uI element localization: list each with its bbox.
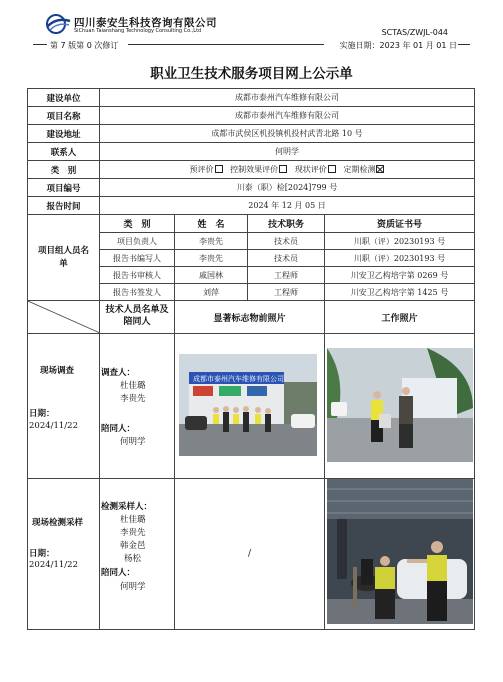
survey-section — [28, 334, 100, 479]
team-cert: 川安卫乙构培字第 0269 号 — [325, 267, 475, 284]
team-title: 技术员 — [248, 233, 325, 250]
unit-label: 建设单位 — [28, 89, 100, 107]
escort-label: 陪同人： — [101, 424, 136, 434]
header-rule — [128, 44, 324, 45]
implement-date: 实施日期：2023 年 01 月 01 日 — [339, 41, 457, 50]
sampling-date-value: 2024/11/22 — [29, 560, 78, 570]
survey-people — [100, 334, 175, 479]
sampling-photo — [327, 479, 473, 624]
header-rule — [33, 44, 47, 45]
team-cert: 川安卫乙构培字第 1425 号 — [325, 284, 475, 301]
number-value: 川泰（职）检[2024]799 号 — [100, 179, 475, 197]
survey-title: 现场调查 — [40, 366, 75, 376]
photo-header-work: 工作照片 — [325, 301, 475, 334]
landmark-photo — [179, 354, 317, 456]
publicity-form — [27, 88, 475, 630]
category-option: 控制效果评价 — [230, 165, 279, 174]
escort-name: 何明学 — [120, 582, 146, 592]
photo-header-people: 技术人员名单及陪同人 — [100, 301, 175, 334]
sampling-section — [28, 479, 100, 630]
landmark-sign-text: 成都市泰州汽车维修有限公司 — [193, 375, 284, 383]
checkbox-checked-icon — [376, 165, 384, 173]
sampling-landmark-placeholder: / — [175, 479, 325, 630]
sampling-work-photo-cell — [325, 479, 475, 630]
document-code: SCTAS/ZWJL-044 — [381, 28, 448, 37]
time-label: 报告时间 — [28, 197, 100, 215]
team-role: 报告书编写人 — [100, 250, 175, 267]
number-label: 项目编号 — [28, 179, 100, 197]
sampling-title: 现场检测采样 — [32, 518, 84, 528]
team-title: 工程师 — [248, 284, 325, 301]
sampler-name: 杨松 — [124, 554, 142, 564]
investigator-name: 杜佳璐 — [120, 381, 146, 391]
photo-header-landmark: 显著标志物前照片 — [175, 301, 325, 334]
escort-name: 何明学 — [120, 437, 146, 447]
sampler-name: 李贵先 — [120, 528, 146, 538]
sampler-name: 韩金邑 — [120, 541, 146, 551]
escort-label: 陪同人： — [101, 568, 136, 578]
work-photo — [327, 348, 473, 462]
team-group-label: 项目组人员名单 — [28, 215, 100, 301]
project-value: 成都市泰州汽车维修有限公司 — [100, 107, 475, 125]
survey-landmark-photo-cell — [175, 334, 325, 479]
checkbox-empty-icon — [215, 165, 223, 173]
investigators-label: 调查人： — [101, 368, 136, 378]
category-options — [100, 161, 475, 179]
unit-value: 成都市泰州汽车维修有限公司 — [100, 89, 475, 107]
sampling-people — [100, 479, 175, 630]
company-logo — [44, 13, 72, 35]
category-label: 类 别 — [28, 161, 100, 179]
company-name: 四川泰安生科技咨询有限公司 — [74, 17, 217, 29]
samplers-label: 检测采样人： — [101, 502, 153, 512]
team-role: 报告书签发人 — [100, 284, 175, 301]
checkbox-empty-icon — [328, 165, 336, 173]
sampler-name: 杜佳璐 — [120, 515, 146, 525]
team-header-name: 姓 名 — [175, 215, 248, 233]
header-rule — [458, 44, 470, 45]
survey-work-photo-cell — [325, 334, 475, 479]
team-name: 刘萍 — [175, 284, 248, 301]
investigator-name: 李贵先 — [120, 394, 146, 404]
project-label: 项目名称 — [28, 107, 100, 125]
team-header-category: 类 别 — [100, 215, 175, 233]
time-value: 2024 年 12 月 05 日 — [100, 197, 475, 215]
diagonal-line — [28, 301, 100, 333]
team-cert: 川职（评）20230193 号 — [325, 233, 475, 250]
team-header-cert: 资质证书号 — [325, 215, 475, 233]
team-name: 戚国林 — [175, 267, 248, 284]
team-role: 项目负责人 — [100, 233, 175, 250]
survey-date-label: 日期： — [29, 409, 55, 419]
company-name-en: SiChuan Taianshang Technology Consulting Co.,Ltd — [74, 28, 202, 34]
sampling-date-label: 日期： — [29, 549, 55, 559]
team-title: 技术员 — [248, 250, 325, 267]
team-title: 工程师 — [248, 267, 325, 284]
team-name: 李贵先 — [175, 233, 248, 250]
team-role: 报告书审核人 — [100, 267, 175, 284]
team-cert: 川职（评）20230193 号 — [325, 250, 475, 267]
checkbox-empty-icon — [279, 165, 287, 173]
contact-value: 何明学 — [100, 143, 475, 161]
survey-date-value: 2024/11/22 — [29, 421, 78, 431]
contact-label: 联系人 — [28, 143, 100, 161]
page-title: 职业卫生技术服务项目网上公示单 — [150, 66, 353, 82]
address-value: 成都市武侯区机投镇机投村武青北路 10 号 — [100, 125, 475, 143]
address-label: 建设地址 — [28, 125, 100, 143]
diagonal-cell — [28, 301, 100, 334]
category-option: 现状评价 — [294, 165, 327, 174]
category-option-checked: 定期检测 — [343, 165, 376, 174]
category-option: 预评价 — [189, 165, 214, 174]
team-header-title: 技术职务 — [248, 215, 325, 233]
revision-text: 第 7 版第 0 次修订 — [50, 41, 119, 50]
team-name: 李贵先 — [175, 250, 248, 267]
